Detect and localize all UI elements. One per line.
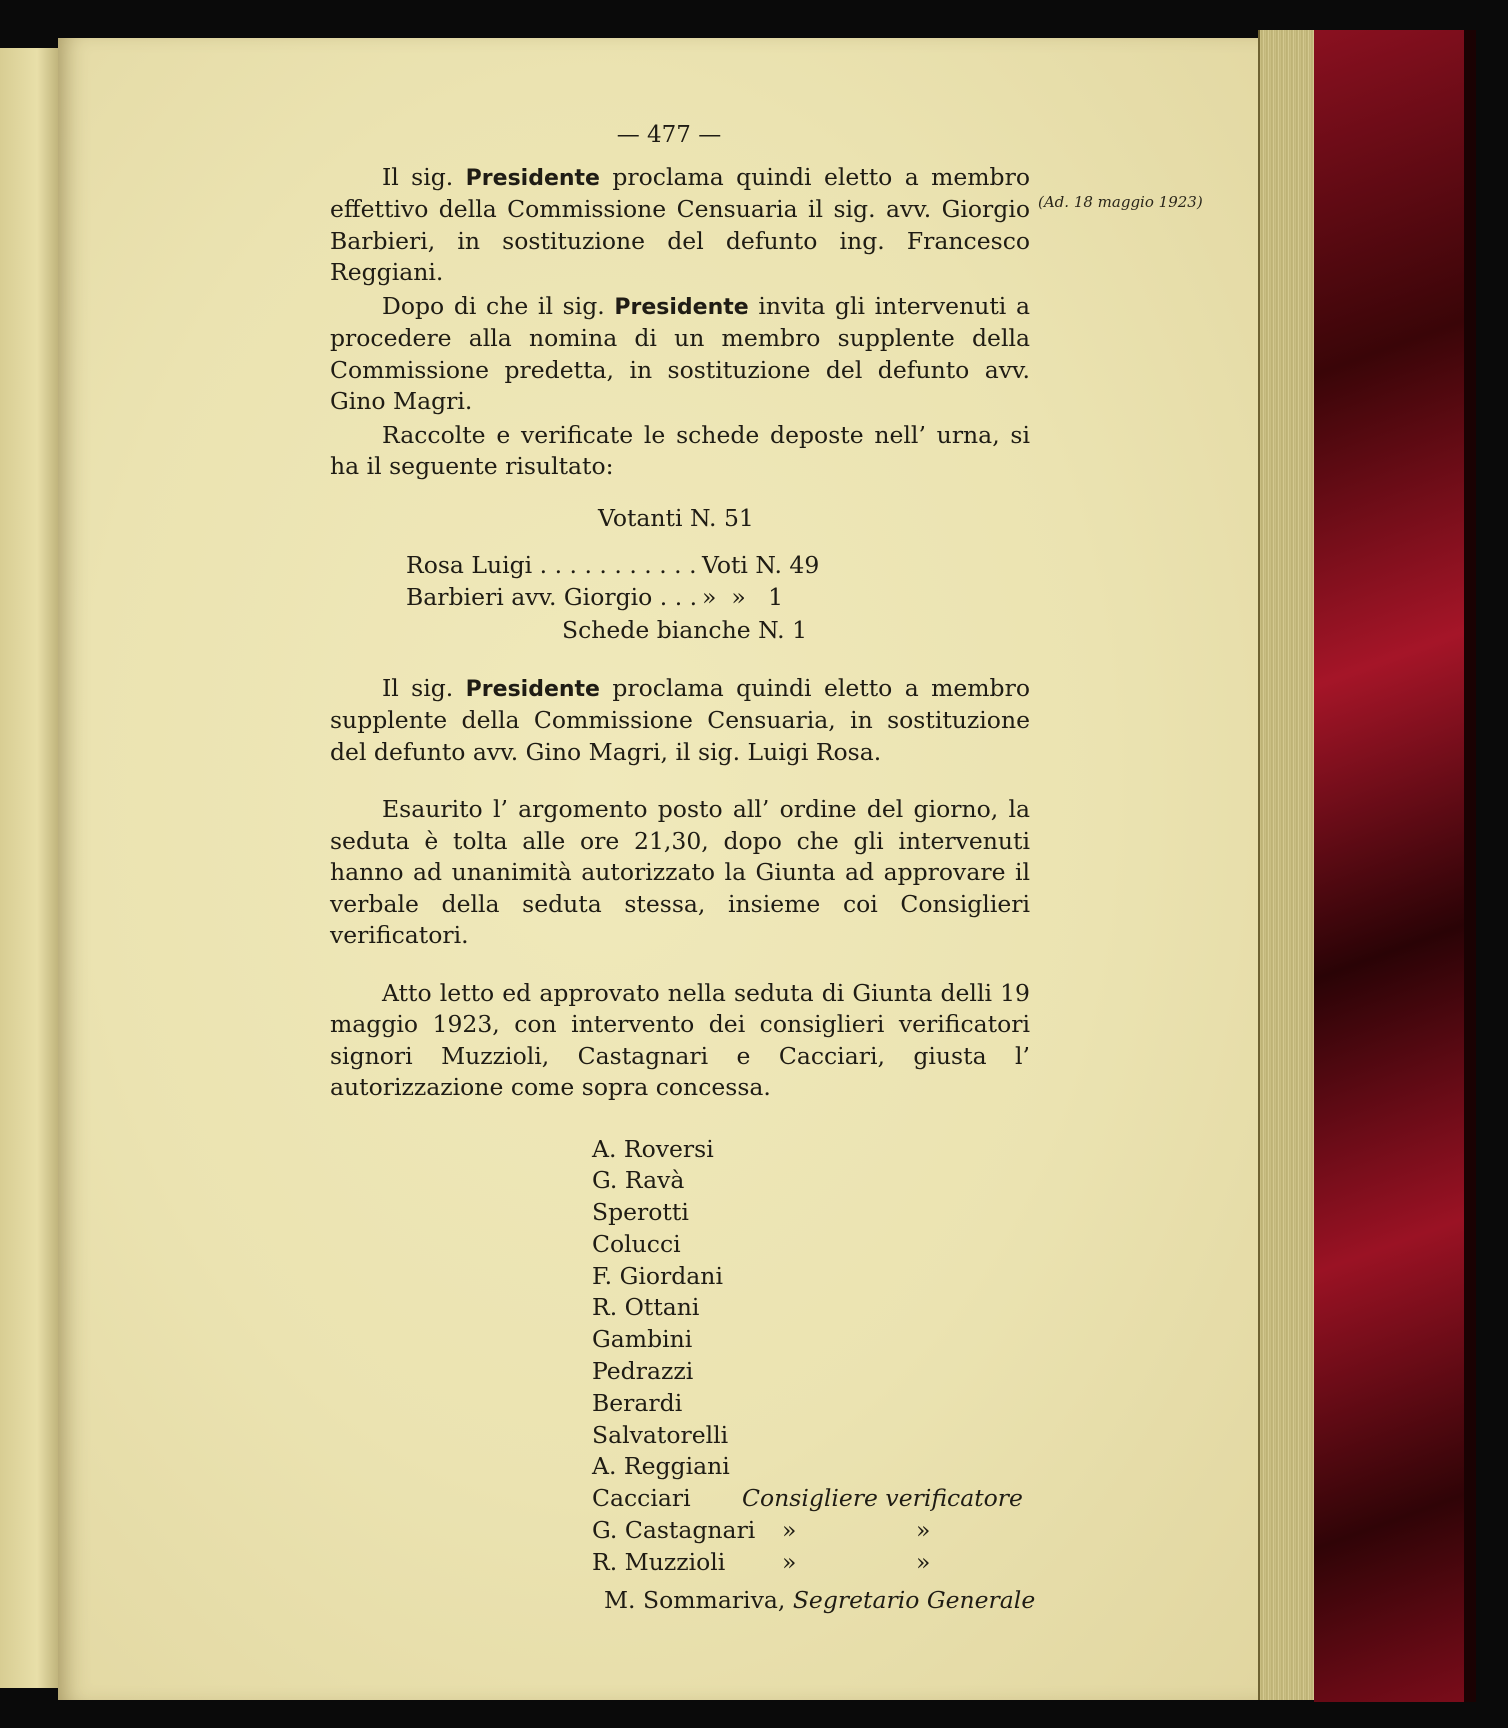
ditto-mark: » [916,1516,931,1545]
secretary-signature: M. Sommariva, Segretario Generale [604,1585,1036,1614]
signature-row: G. Ravà [592,1166,685,1195]
marbled-cover [1314,30,1464,1702]
verifier-role: Consigliere verificatore [742,1484,1023,1513]
secretary-role: Segretario Generale [792,1585,1036,1614]
signature-row: Berardi [592,1388,683,1417]
candidate-name: Barbieri avv. Giorgio . . . [406,582,702,614]
paragraph-proclamation-effective: Il sig. Presidente proclama quindi eletto a membro effettivo della Commissione Censuaria il sig. avv. Giorgio Barbieri, in sostituzione del defunto ing. Francesco Reggiani. [330,162,1030,286]
paragraph-result-intro: Raccolte e verificate le schede deposte nell’ urna, si ha il seguente risultato: [330,420,1030,480]
candidate-votes: Voti N. 49 [702,551,820,579]
paragraph-invitation: Dopo di che il sig. Presidente invita gli intervenuti a procedere alla nomina di un membro supplente della Commissione predetta, in sostituzione del defunto avv. Gino Magri. [330,291,1030,415]
page-number: — 477 — [616,122,722,148]
signature-row: Pedrazzi [592,1357,694,1386]
ditto-mark: » [916,1547,931,1576]
cover-edge [1464,30,1476,1702]
paragraph-proclamation-substitute: Il sig. Presidente proclama quindi eletto a membro supplente della Commissione Censuaria, in sostituzione del defunto avv. Gino Magri, il sig. Luigi Rosa. [330,673,1030,766]
signature-row: Sperotti [592,1198,689,1227]
voters-count: Votanti N. 51 [598,503,754,532]
signature-row-verifier: Cacciari Consigliere verificatore [592,1483,1030,1515]
signature-row: Colucci [592,1229,681,1258]
signature-row: F. Giordani [592,1261,723,1290]
ditto-mark: » [782,1516,797,1545]
signature-row: R. Ottani [592,1293,700,1322]
signature-row: A. Reggiani [592,1452,730,1481]
page-block-edges [1258,30,1316,1700]
paragraph-closing: Esaurito l’ argomento posto all’ ordine del giorno, la seduta è tolta alle ore 21,30, dopo che gli intervenuti hanno ad unanimità autorizzato la Giunta ad approvare il verbale della seduta stessa, insieme coi Consiglieri verificatori. [330,795,1030,949]
signature-row-verifier: R. Muzzioli » » [592,1547,1030,1579]
page-content [330,120,1036,1616]
ditto-mark: » [782,1547,797,1576]
paragraph-approval: Atto letto ed approvato nella seduta di Giunta delli 19 maggio 1923, con intervento dei consiglieri verificatori signori Muzzioli, Castagnari e Cacciari, giusta l’ autorizzazione come sopra concessa. [330,978,1030,1101]
signature-row: Salvatorelli [592,1420,729,1449]
signature-list [592,1134,1030,1579]
signature-row: Gambini [592,1325,693,1354]
signature-row-verifier: G. Castagnari » » [592,1515,1030,1547]
vote-row [330,582,1030,614]
left-page-edge [0,48,62,1688]
vote-row [330,550,1030,582]
blank-ballots: Schede bianche N. 1 [562,616,808,644]
margin-date-note: (Ad. 18 maggio 1923) [1038,193,1203,211]
candidate-votes: » » 1 [702,582,784,611]
candidate-name: Rosa Luigi . . . [406,550,702,582]
signature-row: A. Roversi [592,1134,714,1163]
